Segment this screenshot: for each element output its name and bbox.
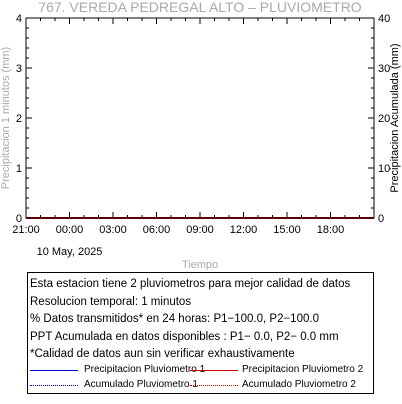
y-axis-label-right: Precipitacion Acumulada (mm) [389,43,401,193]
x-tick-label: 18:00 [316,224,345,236]
info-line-accumulated: PPT Acumulada en datos disponibles : P1− 0.0, P2− 0.0 mm [30,331,339,343]
y-ticks-right [368,13,390,225]
y-tick-right-label: 20 [378,113,391,125]
legend-line-precip-1 [30,370,78,371]
x-tick-label: 12:00 [229,224,258,236]
legend-line-precip-2 [190,370,238,371]
x-ticks [12,18,359,236]
info-box [27,272,374,394]
y-tick-left-label: 4 [15,13,22,25]
legend-label-acum-2: Acumulado Pluviometro 2 [242,379,356,390]
x-tick-label: 03:00 [99,224,127,236]
y-tick-left-label: 0 [15,213,22,225]
info-line-resolution: Resolucion temporal: 1 minutos [30,296,192,308]
legend-label-precip-2: Precipitacion Pluviometro 2 [242,364,364,375]
legend-label-precip-1: Precipitacion Pluviometro 1 [84,364,206,375]
legend-line-acum-1 [30,385,78,386]
y-axis-label-left: Precipitacion 1 minutos (mm) [0,46,12,190]
legend-line-acum-2 [190,385,238,386]
info-line-stations: Esta estacion tiene 2 pluviometros para mejor calidad de datos [30,278,351,290]
info-line-quality: *Calidad de datos aun sin verificar exhaustivamente [30,348,295,360]
chart-title: 767. VEREDA PEDREGAL ALTO – PLUVIOMETRO [38,0,362,15]
y-tick-left-label: 2 [15,113,22,125]
x-tick-label: 21:00 [12,224,40,236]
y-tick-right-label: 0 [378,213,385,225]
x-tick-label: 09:00 [186,224,214,236]
x-tick-label: 00:00 [55,224,84,236]
y-tick-left-label: 1 [15,163,22,175]
y-ticks-left [16,13,32,225]
y-tick-right-label: 30 [378,63,391,75]
y-tick-right-label: 10 [378,163,391,175]
date-label: 10 May, 2025 [36,246,103,258]
legend-label-acum-1: Acumulado Pluviometro 1 [84,379,198,390]
x-tick-label: 06:00 [142,224,171,236]
y-tick-right-label: 40 [378,13,391,25]
plot-frame [26,18,374,218]
x-axis-label: Tiempo [181,259,219,270]
x-tick-label: 15:00 [273,224,301,236]
y-tick-left-label: 3 [15,63,22,75]
info-line-transmitted: % Datos transmitidos* en 24 horas: P1−100.0, P2−100.0 [30,313,319,325]
